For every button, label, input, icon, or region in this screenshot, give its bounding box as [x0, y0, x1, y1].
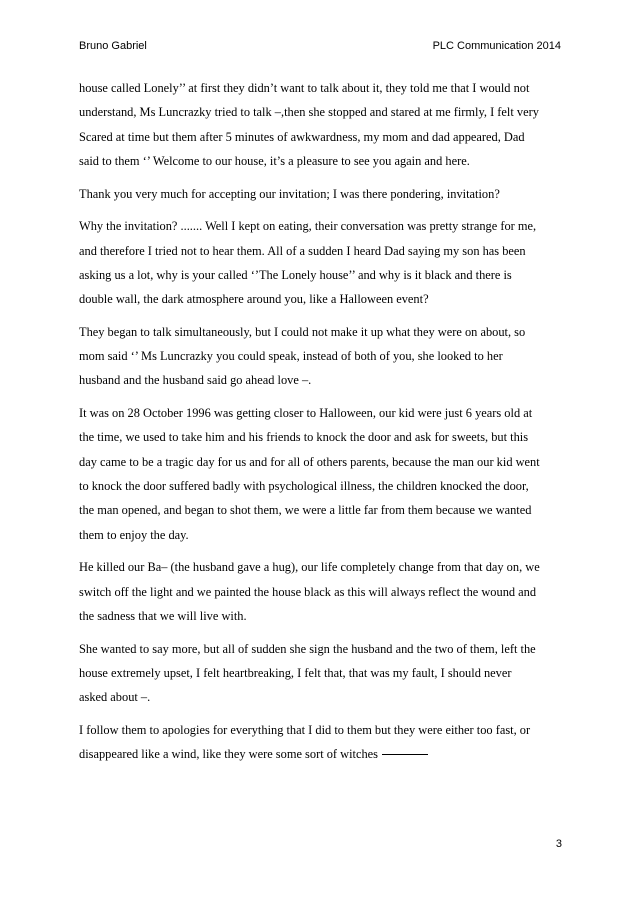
text-line: them to enjoy the day. [79, 527, 189, 542]
text-line: and therefore I tried not to hear them. All of a sudden I heard Dad saying my son has been [79, 243, 526, 258]
paragraph [79, 182, 559, 206]
text-line: switch off the light and we painted the house black as this will always reflect the wound and [79, 584, 537, 599]
text-line: double wall, the dark atmosphere around you, like a Halloween event? [79, 292, 429, 307]
body-text [79, 76, 559, 775]
text-line: to knock the door suffered badly with psychological illness, the children knocked the door, [79, 479, 529, 494]
text-line: She wanted to say more, but all of sudden she sign the husband and the two of them, left the [79, 641, 536, 656]
header-author: Bruno Gabriel [79, 40, 147, 52]
page-number: 3 [555, 838, 562, 850]
paragraph [79, 718, 559, 767]
text-line: They began to talk simultaneously, but I could not make it up what they were on about, so [79, 324, 526, 339]
text-line: understand, Ms Luncrazky tried to talk –,then she stopped and stared at me firmly, I felt very [79, 105, 539, 120]
text-line: disappeared like a wind, like they were some sort of witches [79, 742, 559, 766]
text-line: the sadness that we will live with. [79, 608, 247, 623]
text-line: said to them ‘’ Welcome to our house, it’s a pleasure to see you again and here. [79, 153, 470, 168]
text-line: the time, we used to take him and his friends to knock the door and ask for sweets, but this [79, 430, 529, 445]
paragraph [79, 555, 559, 628]
text-line: house extremely upset, I felt heartbreaking, I felt that, that was my fault, I should never [79, 665, 512, 680]
text-line: I follow them to apologies for everything that I did to them but they were either too fast, or [79, 722, 531, 737]
text-line: It was on 28 October 1996 was getting closer to Halloween, our kid were just 6 years old at [79, 406, 533, 421]
header-course: PLC Communication 2014 [432, 40, 561, 52]
text-line: asking us a lot, why is your called ‘’The Lonely house’’ and why is it black and there is [79, 267, 512, 282]
paragraph [79, 214, 559, 311]
text-line: house called Lonely’’ at first they didn’t want to talk about it, they told me that I would not [79, 81, 530, 95]
text-line: Scared at time but them after 5 minutes of awkwardness, my mom and dad appeared, Dad [79, 129, 525, 144]
text-line: mom said ‘’ Ms Luncrazky you could speak, instead of both of you, she looked to her [79, 349, 503, 364]
text-line: Thank you very much for accepting our invitation; I was there pondering, invitation? [79, 186, 500, 201]
paragraph [79, 401, 559, 547]
text-line: asked about –. [79, 690, 151, 705]
paragraph [79, 637, 559, 710]
text-line: Why the invitation? ....... Well I kept on eating, their conversation was pretty strange for me, [79, 219, 537, 234]
paragraph [79, 76, 559, 173]
page-header [79, 40, 561, 56]
paragraph [79, 320, 559, 393]
text-line: husband and the husband said go ahead love –. [79, 373, 312, 388]
text-line: He killed our Ba– (the husband gave a hug), our life completely change from that day on, we [79, 560, 540, 575]
text-line: the man opened, and began to shot them, we were a little far from them because we wanted [79, 503, 532, 518]
closing-dash-line [382, 754, 428, 755]
text-line: day came to be a tragic day for us and for all of others parents, because the man our kid went [79, 454, 540, 469]
